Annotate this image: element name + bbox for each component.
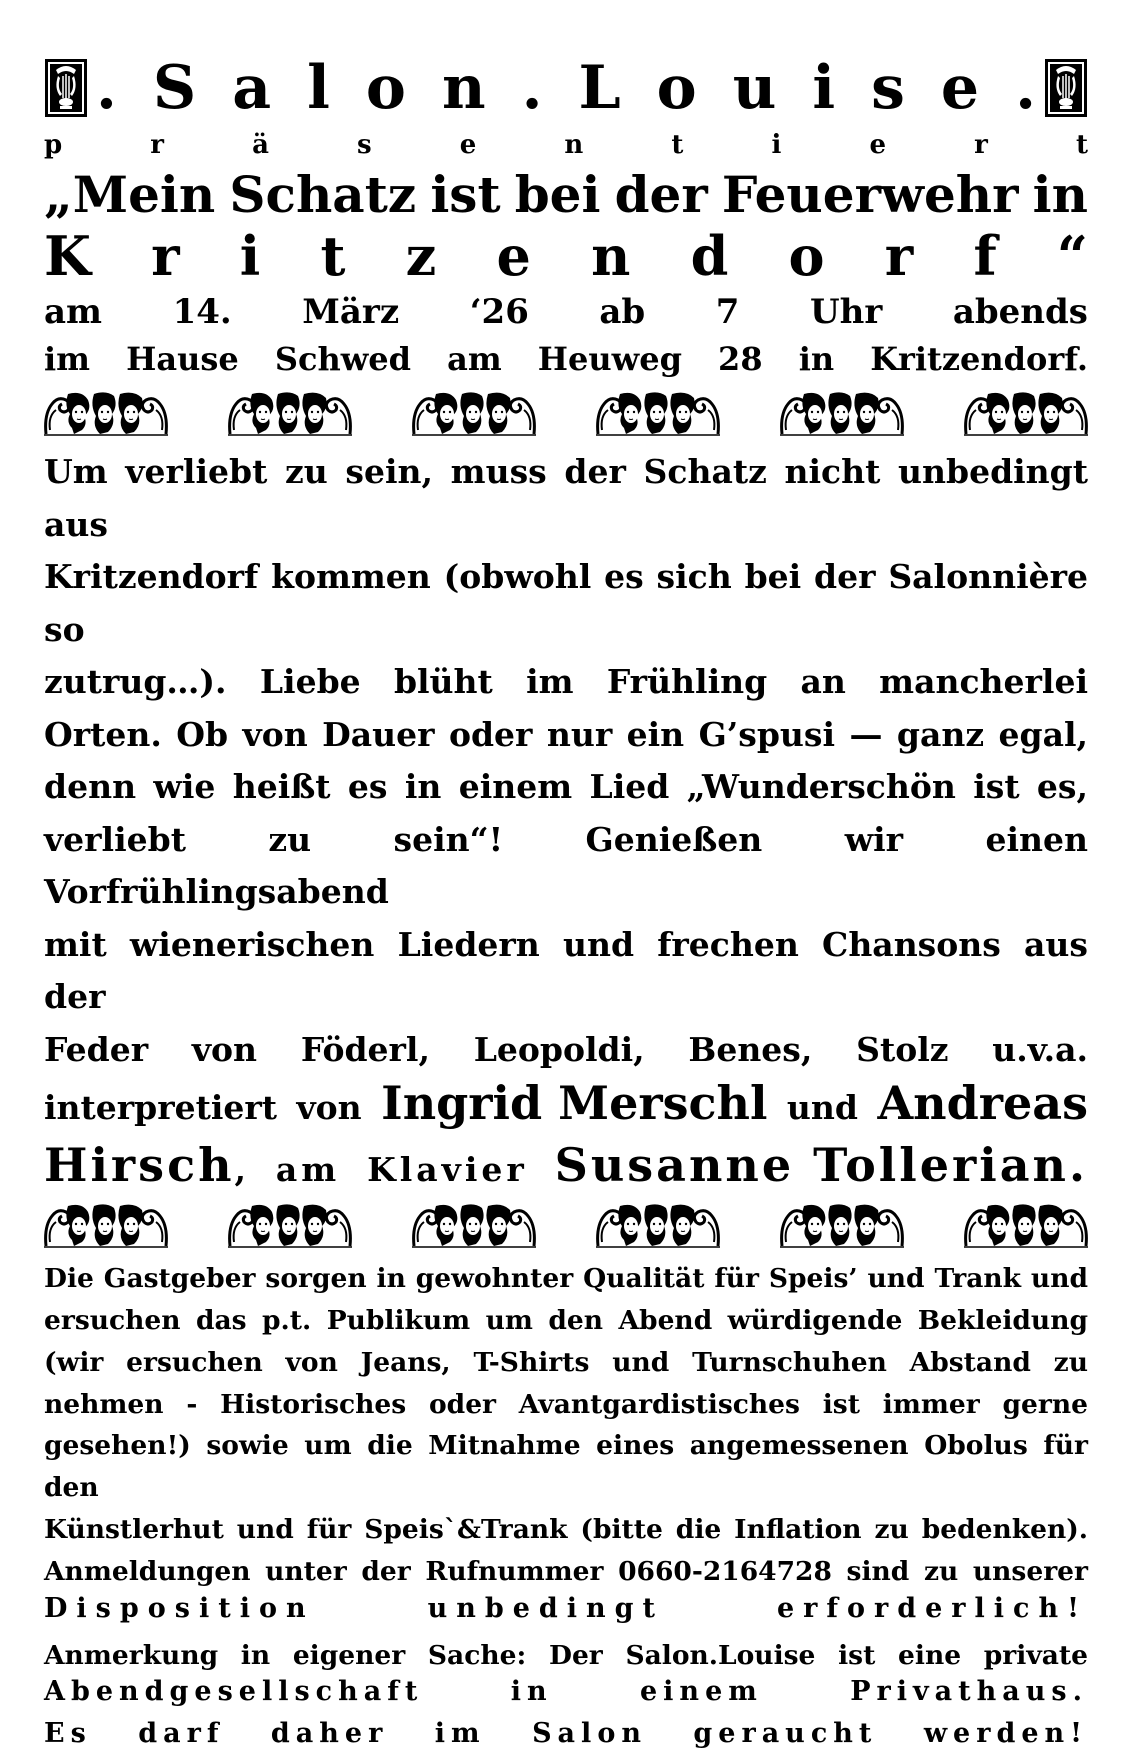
notes-word: werden! [923,1718,1088,1750]
event-date [44,292,1088,340]
notes-word: einem [640,1676,763,1708]
place-word: am [447,340,502,379]
header [44,52,1088,124]
title-letter: d [690,223,729,288]
notes-word: erforderlich! [777,1592,1088,1624]
place-word: Schwed [274,340,411,379]
show-title-line-1 [44,166,1088,224]
notes-word: Abendgesellschaft [44,1676,424,1708]
description [44,446,1088,1076]
art-nouveau-faces-ornament-icon [228,1202,352,1248]
piano-label: Klavier [367,1150,528,1190]
ornament-divider [44,1202,1088,1250]
presents-letter: p [44,130,63,160]
art-nouveau-faces-ornament-icon [780,390,904,436]
title-letter: o [656,53,697,123]
presents-letter: r [974,130,988,160]
art-nouveau-faces-ornament-icon [780,1202,904,1248]
presents-letter: t [1075,130,1088,160]
presents-line [44,130,1088,162]
title-letter: n [591,223,631,288]
notes-word: darf [138,1718,225,1750]
notes-line: Anmerkung in eigener Sache: Der Salon.Louise ist eine private [44,1639,1088,1671]
title-letter: o [788,223,825,288]
presents-letter: n [564,130,584,160]
lyre-icon [44,58,88,118]
date-word: am [44,292,103,333]
date-word: März [302,292,400,333]
smoking-allowed-line [44,1718,1088,1760]
place-word: im [44,340,91,379]
notes-word: Es [44,1718,92,1750]
performer-last-name [44,1138,249,1192]
date-word: 7 [715,292,740,333]
notes-word: geraucht [693,1718,878,1750]
notes [44,1258,1088,1592]
comma: , [234,1150,250,1190]
notes-line: Anmeldungen unter der Rufnummer 0660-2164728 sind zu unserer [44,1555,1088,1587]
art-nouveau-faces-ornament-icon [44,390,168,436]
title-letter: t [320,223,346,288]
presents-letter: t [671,130,684,160]
presents-letter: ä [252,130,269,160]
title-letter: . [96,53,117,123]
title-letter: r [884,223,914,288]
private-party-line [44,1676,1088,1718]
performer-name: Ingrid Merschl [381,1076,768,1131]
lyre-icon [1044,58,1088,118]
notes-line: Künstlerhut und für Speis`&Trank (bitte die Inflation zu bedenken). [44,1514,1088,1546]
date-word: 14. [172,292,232,333]
title-letter: e [940,53,980,123]
registration-required [44,1593,1088,1635]
title-letter: f [973,223,997,288]
salon-title [88,53,1044,123]
ornament-divider [44,390,1088,438]
title-letter: r [151,223,180,288]
title-letter: n [441,53,486,123]
notes-line: Die Gastgeber sorgen in gewohnter Qualität für Speis’ und Trank und [44,1263,1088,1295]
title-word: Feuerwehr [721,165,1019,224]
art-nouveau-faces-ornament-icon [964,390,1088,436]
at-label: am [275,1150,341,1190]
title-letter: z [405,223,437,288]
date-word: ab [599,292,646,333]
title-letter: . [521,53,543,123]
description-line: denn wie heißt es in einem Lied „Wunderschön ist es, [44,767,1088,807]
place-word: Kritzendorf. [870,340,1088,379]
title-word: ist [430,165,501,224]
notes-word: daher [270,1718,389,1750]
title-word: der [614,165,708,224]
date-word: abends [952,292,1088,333]
title-letter: e [496,223,531,288]
title-letter: o [365,53,406,123]
place-word: in [798,340,835,379]
date-word: ‘26 [469,292,529,333]
art-nouveau-faces-ornament-icon [596,1202,720,1248]
art-nouveau-faces-ornament-icon [44,1202,168,1248]
title-letter: K [44,223,91,288]
date-word: Uhr [809,292,883,333]
title-letter: L [578,53,621,123]
presents-letter: s [357,130,372,160]
art-nouveau-faces-ornament-icon [412,390,536,436]
performer-first-name: Andreas [877,1076,1088,1131]
notes-line: nehmen - Historisches oder Avantgardistisches ist immer gerne [44,1388,1088,1420]
description-line: Orten. Ob von Dauer oder nur ein G’spusi — ganz egal, [44,714,1088,754]
by-label: von [296,1088,362,1128]
description-line: mit wienerischen Liedern und frechen Chansons aus der [44,924,1088,1017]
presents-letter: e [459,130,477,160]
art-nouveau-faces-ornament-icon [596,390,720,436]
notes-word: in [510,1676,553,1708]
notes-word: Salon [532,1718,647,1750]
art-nouveau-faces-ornament-icon [964,1202,1088,1248]
performers-line-1 [44,1076,1088,1138]
description-line: Um verliebt zu sein, muss der Schatz nicht unbedingt aus [44,452,1088,544]
notes-remark [44,1635,1088,1677]
notes-word: unbedingt [427,1592,665,1624]
show-title-line-2 [44,224,1088,289]
title-word: bei [514,165,601,224]
notes-word: Privathaus. [850,1676,1088,1708]
title-letter: s [871,53,905,123]
invitation-page [44,52,1088,1760]
presents-letter: e [869,130,887,160]
place-word: Heuweg [537,340,682,379]
title-letter: l [307,53,330,123]
description-line: zutrug…). Liebe blüht im Frühling an mancherlei [44,662,1088,702]
performer-last-name-text: Hirsch [44,1138,235,1193]
pianist-name: Susanne Tollerian. [554,1138,1088,1193]
notes-line: gesehen!) sowie um die Mitnahme eines angemessenen Obolus für den [44,1430,1088,1504]
title-word: in [1032,165,1088,224]
notes-word: Disposition [44,1592,315,1624]
title-letter: a [232,53,272,123]
art-nouveau-faces-ornament-icon [228,390,352,436]
title-word: Schatz [229,165,417,224]
title-letter: i [239,223,261,288]
description-line: Feder von Föderl, Leopoldi, Benes, Stolz u.v.a. [44,1029,1088,1069]
event-place [44,340,1088,386]
interpreted-label: interpretiert [44,1088,278,1128]
place-word: Hause [126,340,239,379]
presents-letter: r [150,130,164,160]
and-label: und [786,1088,858,1128]
art-nouveau-faces-ornament-icon [412,1202,536,1248]
description-line: verliebt zu sein“! Genießen wir einen Vorfrühlingsabend [44,819,1088,912]
notes-word: im [434,1718,486,1750]
notes-line: (wir ersuchen von Jeans, T-Shirts und Turnschuhen Abstand zu [44,1346,1088,1378]
presents-letter: i [771,130,782,160]
notes-line: ersuchen das p.t. Publikum um den Abend würdigende Bekleidung [44,1305,1088,1337]
title-letter: i [812,53,836,123]
place-word: 28 [718,340,763,379]
title-word: „Mein [44,165,216,224]
performers-line-2 [44,1138,1088,1202]
description-line: Kritzendorf kommen (obwohl es sich bei der Salonnière so [44,557,1088,649]
title-letter: “ [1056,223,1088,288]
title-letter: . [1015,53,1036,123]
title-letter: S [152,53,197,123]
title-letter: u [732,53,777,123]
